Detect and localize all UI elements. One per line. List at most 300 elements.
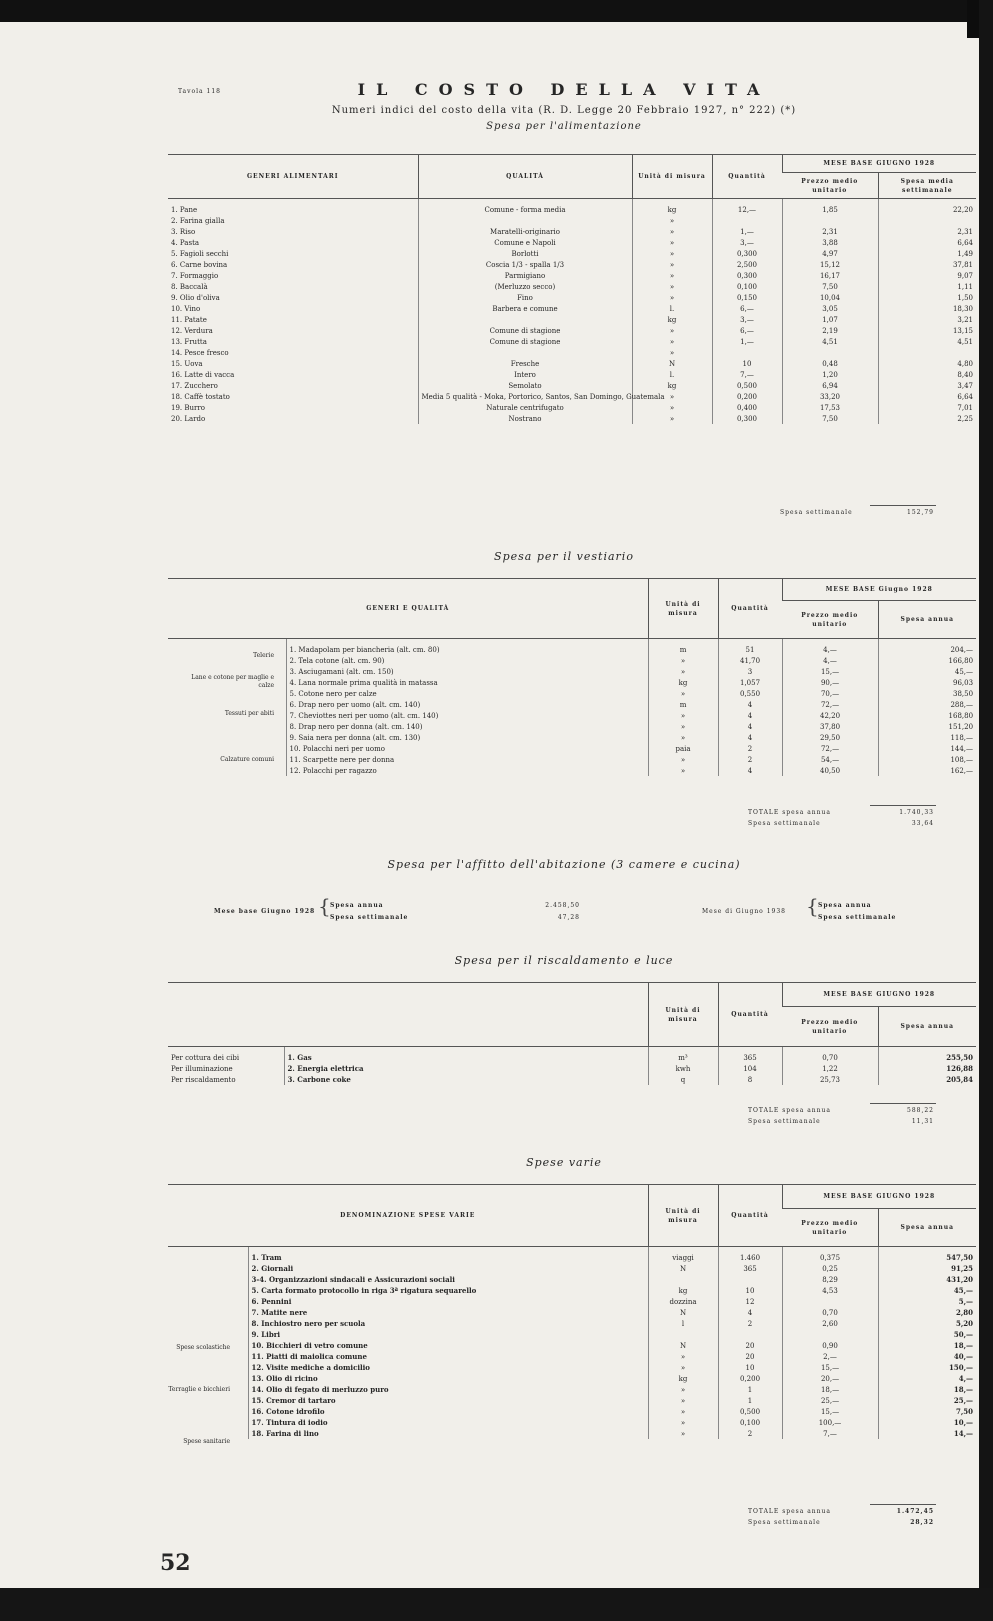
food-name: 12. Verdura <box>171 326 213 335</box>
misc-price: 2,— <box>782 1351 878 1362</box>
table-row <box>168 639 976 656</box>
food-spend: 1,49 <box>878 248 976 259</box>
food-quality: Comune di stagione <box>418 325 632 336</box>
misc-group-cell <box>168 1247 248 1264</box>
food-unit: l. <box>632 303 712 314</box>
heating-header-genre <box>168 983 648 1047</box>
misc-spend: 18,— <box>878 1340 976 1351</box>
table-row <box>168 666 976 677</box>
misc-group-cell <box>168 1274 248 1285</box>
clothing-spend: 38,50 <box>878 688 976 699</box>
clothing-qty: 51 <box>718 639 782 656</box>
table-row <box>168 1373 976 1384</box>
food-spend: 22,20 <box>878 199 976 216</box>
misc-spend: 2,80 <box>878 1307 976 1318</box>
food-header-unit: Unità di misura <box>632 155 712 199</box>
clothing-weekly-label: Spesa settimanale <box>748 820 821 827</box>
food-spend: 6,64 <box>878 391 976 402</box>
food-price: 7,50 <box>782 413 878 424</box>
table-row <box>168 1428 976 1439</box>
misc-price: 4,53 <box>782 1285 878 1296</box>
food-unit: » <box>632 336 712 347</box>
food-price <box>782 347 878 358</box>
food-qty: 3,— <box>712 237 782 248</box>
clothing-price: 72,— <box>782 743 878 754</box>
food-qty: 3,— <box>712 314 782 325</box>
clothing-name: 11. Scarpette nere per donna <box>286 754 648 765</box>
misc-name: 10. Bicchieri di vetro comune <box>248 1340 648 1351</box>
food-price: 1,85 <box>782 199 878 216</box>
food-qty: 2,500 <box>712 259 782 270</box>
misc-header-spend: Spesa annua <box>878 1209 976 1247</box>
clothing-qty: 4 <box>718 710 782 721</box>
table-number: Tavola 118 <box>178 88 221 95</box>
clothing-header-qty: Quantità <box>718 579 782 639</box>
food-unit: » <box>632 281 712 292</box>
table-row <box>168 1351 976 1362</box>
misc-price: 8,29 <box>782 1274 878 1285</box>
food-name: 11. Patate <box>171 315 207 324</box>
clothing-qty: 41,70 <box>718 655 782 666</box>
food-quality: Comune e Napoli <box>418 237 632 248</box>
misc-name: 9. Libri <box>248 1329 648 1340</box>
food-name: 19. Burro <box>171 403 205 412</box>
rent-current-brace: { <box>806 894 819 918</box>
food-name: 9. Olio d'oliva <box>171 293 220 302</box>
misc-qty: 12 <box>718 1296 782 1307</box>
heating-spend: 126,88 <box>878 1063 976 1074</box>
heating-unit: kwh <box>648 1063 718 1074</box>
misc-qty <box>718 1329 782 1340</box>
food-qty: 0,200 <box>712 391 782 402</box>
clothing-header-base: MESE BASE Giugno 1928 <box>782 579 976 601</box>
table-row <box>168 391 976 402</box>
food-name: 3. Riso <box>171 227 196 236</box>
clothing-spend: 204,— <box>878 639 976 656</box>
table-row <box>168 303 976 314</box>
heating-spend: 205,84 <box>878 1074 976 1085</box>
misc-header-qty: Quantità <box>718 1185 782 1247</box>
food-name: 18. Caffè tostato <box>171 392 230 401</box>
clothing-name: 4. Lana normale prima qualità in matassa <box>286 677 648 688</box>
food-quality <box>418 314 632 325</box>
table-row <box>168 743 976 754</box>
misc-name: 5. Carta formato protocollo in riga 3ª rigatura sequarello <box>248 1285 648 1296</box>
misc-group-cell <box>168 1373 248 1384</box>
misc-qty: 2 <box>718 1428 782 1439</box>
clothing-total-value: 1.740,33 <box>899 809 934 816</box>
misc-spend: 10,— <box>878 1417 976 1428</box>
misc-group-cell <box>168 1307 248 1318</box>
misc-qty: 20 <box>718 1340 782 1351</box>
food-unit: » <box>632 402 712 413</box>
food-quality: Comune di stagione <box>418 336 632 347</box>
misc-group-cell <box>168 1318 248 1329</box>
misc-price: 20,— <box>782 1373 878 1384</box>
clothing-name: 3. Asciugamani (alt. cm. 150) <box>286 666 648 677</box>
food-spend: 6,64 <box>878 237 976 248</box>
table-row <box>168 1263 976 1274</box>
misc-qty: 4 <box>718 1307 782 1318</box>
table-row <box>168 347 976 358</box>
misc-qty <box>718 1274 782 1285</box>
rent-annual-value: 2.458,50 <box>545 902 580 909</box>
food-unit: » <box>632 347 712 358</box>
food-header-spend: Spesa media settimanale <box>878 173 976 199</box>
rent-brace: { <box>318 894 331 918</box>
heating-unit: q <box>648 1074 718 1085</box>
clothing-unit: » <box>648 655 718 666</box>
clothing-qty: 2 <box>718 743 782 754</box>
group-label-terraglie: Terraglie e bicchieri <box>168 1386 230 1393</box>
food-spend: 7,01 <box>878 402 976 413</box>
misc-spend: 150,— <box>878 1362 976 1373</box>
food-price <box>782 215 878 226</box>
misc-unit: » <box>648 1417 718 1428</box>
rent-weekly-value: 47,28 <box>557 914 580 921</box>
food-spend: 9,07 <box>878 270 976 281</box>
misc-unit: N <box>648 1340 718 1351</box>
table-row <box>168 721 976 732</box>
food-unit: » <box>632 248 712 259</box>
misc-spend: 40,— <box>878 1351 976 1362</box>
table-row <box>168 1417 976 1428</box>
table-row <box>168 765 976 776</box>
heating-name: 1. Gas <box>284 1047 648 1064</box>
misc-header-base: MESE BASE GIUGNO 1928 <box>782 1185 976 1209</box>
food-name: 15. Uova <box>171 359 203 368</box>
food-quality: Coscia 1/3 - spalla 1/3 <box>418 259 632 270</box>
group-label-lane-cotone: Lane e cotone per maglie e calze <box>191 674 274 689</box>
heating-use: Per illuminazione <box>171 1064 233 1073</box>
clothing-price: 4,— <box>782 639 878 656</box>
clothing-qty: 0,550 <box>718 688 782 699</box>
heating-spend: 255,50 <box>878 1047 976 1064</box>
food-spend: 13,15 <box>878 325 976 336</box>
misc-qty: 2 <box>718 1318 782 1329</box>
clothing-spend: 162,— <box>878 765 976 776</box>
clothing-qty: 4 <box>718 699 782 710</box>
table-row <box>168 226 976 237</box>
food-quality: (Merluzzo secco) <box>418 281 632 292</box>
clothing-qty: 2 <box>718 754 782 765</box>
group-label-calzature: Calzature comuni <box>220 756 274 763</box>
misc-spend: 45,— <box>878 1285 976 1296</box>
food-qty: 1,— <box>712 336 782 347</box>
table-row <box>168 688 976 699</box>
heating-qty: 365 <box>718 1047 782 1064</box>
table-row <box>168 1285 976 1296</box>
food-spend: 37,81 <box>878 259 976 270</box>
heating-weekly-value: 11,31 <box>911 1118 934 1125</box>
table-row <box>168 1406 976 1417</box>
food-name: 16. Latte di vacca <box>171 370 235 379</box>
table-row <box>168 1318 976 1329</box>
misc-price: 0,25 <box>782 1263 878 1274</box>
table-row <box>168 1047 976 1064</box>
clothing-qty: 4 <box>718 732 782 743</box>
food-price: 6,94 <box>782 380 878 391</box>
misc-name: 6. Pennini <box>248 1296 648 1307</box>
table-row <box>168 677 976 688</box>
food-unit: » <box>632 325 712 336</box>
table-row <box>168 369 976 380</box>
food-qty: 12,— <box>712 199 782 216</box>
misc-price <box>782 1296 878 1307</box>
food-spend: 18,30 <box>878 303 976 314</box>
table-row <box>168 1362 976 1373</box>
table-row <box>168 1329 976 1340</box>
clothing-qty: 4 <box>718 765 782 776</box>
clothing-price: 42,20 <box>782 710 878 721</box>
clothing-price: 54,— <box>782 754 878 765</box>
food-price: 10,04 <box>782 292 878 303</box>
misc-name: 11. Piatti di maiolica comune <box>248 1351 648 1362</box>
table-row <box>168 325 976 336</box>
clothing-price: 40,50 <box>782 765 878 776</box>
misc-unit: N <box>648 1307 718 1318</box>
heating-use: Per riscaldamento <box>171 1075 236 1084</box>
misc-unit: kg <box>648 1373 718 1384</box>
food-spend: 8,40 <box>878 369 976 380</box>
food-qty: 0,400 <box>712 402 782 413</box>
misc-qty: 365 <box>718 1263 782 1274</box>
food-qty: 0,500 <box>712 380 782 391</box>
table-row <box>168 1384 976 1395</box>
clothing-unit: » <box>648 732 718 743</box>
table-row <box>168 655 976 666</box>
heating-price: 0,70 <box>782 1047 878 1064</box>
scan-edge-bottom <box>0 1588 993 1621</box>
food-price: 0,48 <box>782 358 878 369</box>
misc-header-genre: DENOMINAZIONE SPESE VARIE <box>168 1185 648 1247</box>
clothing-unit: » <box>648 666 718 677</box>
heating-header-unit: Unità di misura <box>648 983 718 1047</box>
heating-total-value: 588,22 <box>907 1107 934 1114</box>
food-quality: Intero <box>418 369 632 380</box>
table-row <box>168 270 976 281</box>
misc-name: 12. Visite mediche a domicilio <box>248 1362 648 1373</box>
food-header-qty: Quantità <box>712 155 782 199</box>
food-name: 17. Zucchero <box>171 381 218 390</box>
misc-unit: » <box>648 1384 718 1395</box>
misc-unit: » <box>648 1428 718 1439</box>
misc-group-cell <box>168 1395 248 1406</box>
food-unit: » <box>632 270 712 281</box>
heating-qty: 8 <box>718 1074 782 1085</box>
food-unit: » <box>632 226 712 237</box>
table-row <box>168 413 976 424</box>
food-price: 16,17 <box>782 270 878 281</box>
heating-qty: 104 <box>718 1063 782 1074</box>
heating-unit: m³ <box>648 1047 718 1064</box>
food-price: 1,20 <box>782 369 878 380</box>
misc-name: 13. Olio di ricino <box>248 1373 648 1384</box>
table-row <box>168 237 976 248</box>
table-row <box>168 259 976 270</box>
food-qty: 6,— <box>712 325 782 336</box>
table-row <box>168 215 976 226</box>
food-name: 14. Pesce fresco <box>171 348 229 357</box>
clothing-total-rule <box>870 805 936 806</box>
rent-weekly-label: Spesa settimanale <box>330 914 409 921</box>
food-qty: 0,300 <box>712 270 782 281</box>
misc-name: 8. Inchiostro nero per scuola <box>248 1318 648 1329</box>
food-quality: Comune - forma media <box>418 199 632 216</box>
clothing-name: 6. Drap nero per uomo (alt. cm. 140) <box>286 699 648 710</box>
misc-name: 2. Giornali <box>248 1263 648 1274</box>
heating-price: 1,22 <box>782 1063 878 1074</box>
clothing-price: 72,— <box>782 699 878 710</box>
heating-header-base: MESE BASE GIUGNO 1928 <box>782 983 976 1007</box>
misc-unit: dozzina <box>648 1296 718 1307</box>
food-qty: 0,150 <box>712 292 782 303</box>
clothing-unit: kg <box>648 677 718 688</box>
group-label-sanitarie: Spese sanitarie <box>183 1438 230 1445</box>
misc-group-cell <box>168 1417 248 1428</box>
clothing-name: 7. Cheviottes neri per uomo (alt. cm. 140) <box>286 710 648 721</box>
food-quality: Media 5 qualità - Moka, Portorico, Santos, San Domingo, Guatemala <box>418 391 632 402</box>
group-label-tessuti: Tessuti per abiti <box>224 710 274 717</box>
rent-current-weekly-label: Spesa settimanale <box>818 914 897 921</box>
misc-spend: 5,20 <box>878 1318 976 1329</box>
food-unit: » <box>632 259 712 270</box>
clothing-name: 5. Cotone nero per calze <box>286 688 648 699</box>
misc-spend: 4,— <box>878 1373 976 1384</box>
misc-spend: 25,— <box>878 1395 976 1406</box>
clothing-group-cell <box>168 721 286 732</box>
misc-qty: 20 <box>718 1351 782 1362</box>
food-price: 1,07 <box>782 314 878 325</box>
misc-spend: 431,20 <box>878 1274 976 1285</box>
clothing-price: 37,80 <box>782 721 878 732</box>
misc-unit: » <box>648 1362 718 1373</box>
table-row <box>168 732 976 743</box>
misc-weekly-label: Spesa settimanale <box>748 1519 821 1526</box>
food-total-rule <box>870 505 936 506</box>
food-qty: 0,100 <box>712 281 782 292</box>
misc-qty: 0,100 <box>718 1417 782 1428</box>
food-quality <box>418 215 632 226</box>
clothing-group-cell <box>168 743 286 754</box>
table-row <box>168 1074 976 1085</box>
scan-edge-top <box>0 0 993 22</box>
misc-spend: 547,50 <box>878 1247 976 1264</box>
table-row <box>168 336 976 347</box>
clothing-price: 70,— <box>782 688 878 699</box>
misc-group-cell <box>168 1329 248 1340</box>
food-price: 33,20 <box>782 391 878 402</box>
clothing-unit: m <box>648 639 718 656</box>
heating-table <box>168 982 976 1085</box>
food-unit: kg <box>632 314 712 325</box>
food-quality: Borlotti <box>418 248 632 259</box>
misc-price: 25,— <box>782 1395 878 1406</box>
food-spend: 4,51 <box>878 336 976 347</box>
group-label-scolastiche: Spese scolastiche <box>176 1344 230 1351</box>
misc-total-value: 1.472,45 <box>896 1508 934 1515</box>
food-name: 2. Farina gialla <box>171 216 225 225</box>
rent-annual-label: Spesa annua <box>330 902 384 909</box>
misc-spend: 5,— <box>878 1296 976 1307</box>
clothing-table <box>168 578 976 776</box>
document-page <box>150 22 978 1588</box>
misc-weekly-value: 28,32 <box>910 1519 934 1526</box>
misc-price: 7,— <box>782 1428 878 1439</box>
food-unit: » <box>632 292 712 303</box>
food-qty: 6,— <box>712 303 782 314</box>
misc-name: 18. Farina di lino <box>248 1428 648 1439</box>
misc-unit: l <box>648 1318 718 1329</box>
food-quality: Parmigiano <box>418 270 632 281</box>
food-price: 2,19 <box>782 325 878 336</box>
misc-qty: 0,500 <box>718 1406 782 1417</box>
misc-spend: 91,25 <box>878 1263 976 1274</box>
food-quality: Semolato <box>418 380 632 391</box>
table-row <box>168 358 976 369</box>
food-quality: Naturale centrifugato <box>418 402 632 413</box>
clothing-weekly-value: 33,64 <box>911 820 934 827</box>
food-price: 15,12 <box>782 259 878 270</box>
heating-name: 3. Carbone coke <box>284 1074 648 1085</box>
rent-section-title: Spesa per l'affitto dell'abitazione (3 camere e cucina) <box>387 858 741 871</box>
food-quality <box>418 347 632 358</box>
clothing-header-genre: GENERI E QUALITÀ <box>168 579 648 639</box>
food-quality: Fino <box>418 292 632 303</box>
food-name: 8. Baccalà <box>171 282 208 291</box>
table-row <box>168 314 976 325</box>
clothing-spend: 151,20 <box>878 721 976 732</box>
food-price: 4,97 <box>782 248 878 259</box>
clothing-unit: m <box>648 699 718 710</box>
food-qty: 7,— <box>712 369 782 380</box>
misc-name: 1. Tram <box>248 1247 648 1264</box>
misc-price: 0,70 <box>782 1307 878 1318</box>
clothing-spend: 288,— <box>878 699 976 710</box>
page-title: IL COSTO DELLA VITA <box>357 80 771 99</box>
food-total-label: Spesa settimanale <box>780 509 853 516</box>
food-qty <box>712 347 782 358</box>
clothing-unit: » <box>648 688 718 699</box>
table-row <box>168 754 976 765</box>
clothing-name: 12. Polacchi per ragazzo <box>286 765 648 776</box>
food-unit: N <box>632 358 712 369</box>
misc-table <box>168 1184 976 1439</box>
misc-unit <box>648 1329 718 1340</box>
misc-price: 0,375 <box>782 1247 878 1264</box>
clothing-group-cell <box>168 732 286 743</box>
clothing-unit: paia <box>648 743 718 754</box>
clothing-qty: 4 <box>718 721 782 732</box>
table-row <box>168 1063 976 1074</box>
heating-total-rule <box>870 1103 936 1104</box>
table-row <box>168 1340 976 1351</box>
food-price: 2,31 <box>782 226 878 237</box>
misc-spend: 7,50 <box>878 1406 976 1417</box>
food-name: 5. Fagioli secchi <box>171 249 229 258</box>
food-name: 1. Pane <box>171 206 198 214</box>
misc-qty: 1.460 <box>718 1247 782 1264</box>
clothing-name: 10. Polacchi neri per uomo <box>286 743 648 754</box>
heating-total-label: TOTALE spesa annua <box>748 1107 831 1114</box>
clothing-spend: 118,— <box>878 732 976 743</box>
clothing-spend: 166,80 <box>878 655 976 666</box>
group-label-telerie: Telerie <box>253 652 274 659</box>
food-price: 3,05 <box>782 303 878 314</box>
food-unit: » <box>632 215 712 226</box>
food-header-genre: GENERI ALIMENTARI <box>168 155 418 199</box>
misc-header-price: Prezzo medio unitario <box>782 1209 878 1247</box>
